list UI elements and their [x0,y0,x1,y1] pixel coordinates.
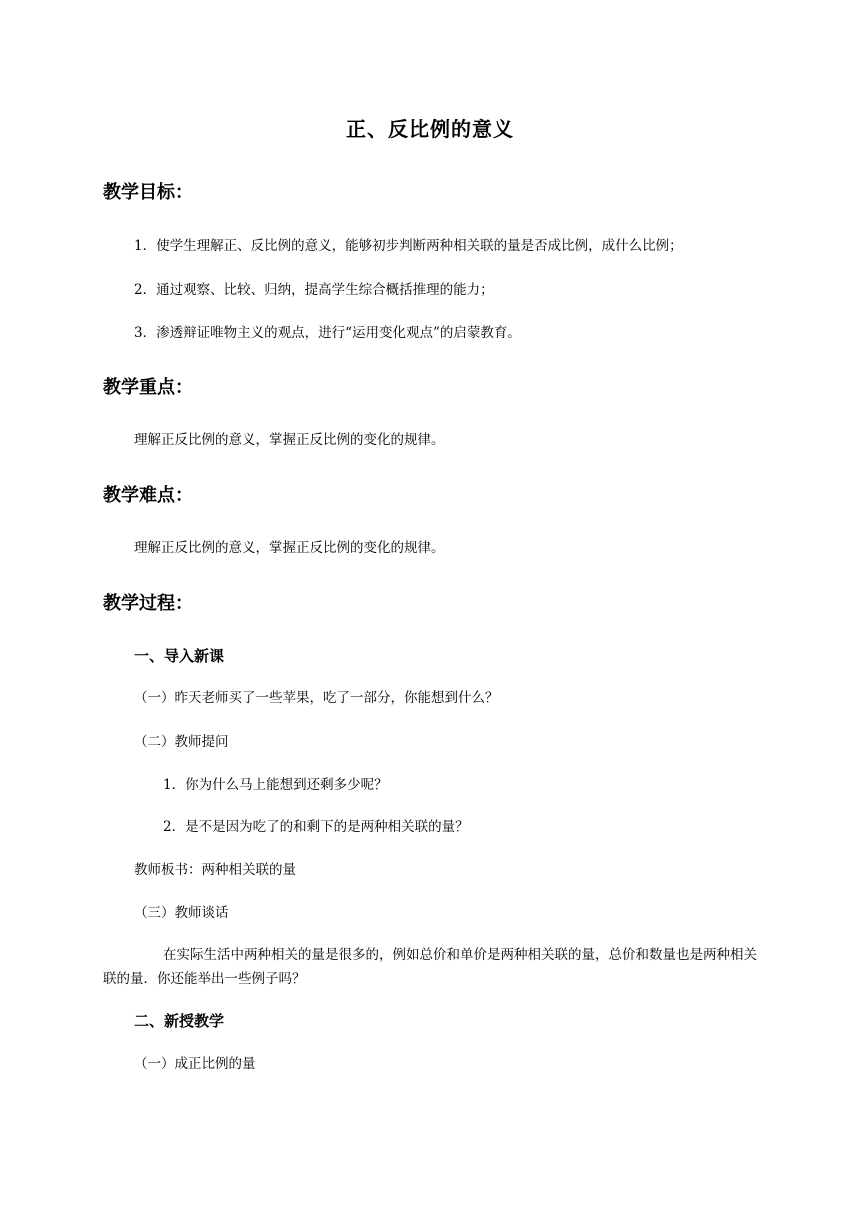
section-1-part-3: （三）教师谈话 [134,905,229,921]
section-1-part-2: （二）教师提问 [134,734,229,750]
key-points-text: 理解正反比例的意义，掌握正反比例的变化的规律。 [134,432,445,448]
section-1-part-1: （一）昨天老师买了一些苹果，吃了一部分，你能想到什么？ [134,690,499,706]
section-1-question-2: 2．是不是因为吃了的和剩下的是两种相关联的量？ [163,819,469,835]
process-heading: 教学过程： [103,593,193,614]
section-1-heading: 一、导入新课 [134,647,225,665]
objective-item-1: 1．使学生理解正、反比例的意义，能够初步判断两种相关联的量是否成比例，成什么比例； [134,238,683,254]
section-1-question-1: 1．你为什么马上能想到还剩多少呢？ [163,777,388,793]
document-title: 正、反比例的意义 [346,117,514,141]
key-points-heading: 教学重点： [103,377,193,398]
section-2-part-1: （一）成正比例的量 [134,1056,256,1072]
board-writing: 教师板书：两种相关联的量 [134,862,296,878]
objectives-heading: 教学目标： [103,182,193,203]
difficulties-text: 理解正反比例的意义，掌握正反比例的变化的规律。 [134,540,445,556]
teacher-talk-paragraph: 在实际生活中两种相关的量是很多的，例如总价和单价是两种相关联的量，总价和数量也是两种相关联的量．你还能举出一些例子吗？ [103,947,757,987]
objective-item-3: 3．渗透辩证唯物主义的观点，进行“运用变化观点”的启蒙教育。 [134,325,521,341]
objective-item-2: 2．通过观察、比较、归纳，提高学生综合概括推理的能力； [134,282,494,298]
difficulties-heading: 教学难点： [103,485,193,506]
section-2-heading: 二、新授教学 [134,1012,225,1030]
